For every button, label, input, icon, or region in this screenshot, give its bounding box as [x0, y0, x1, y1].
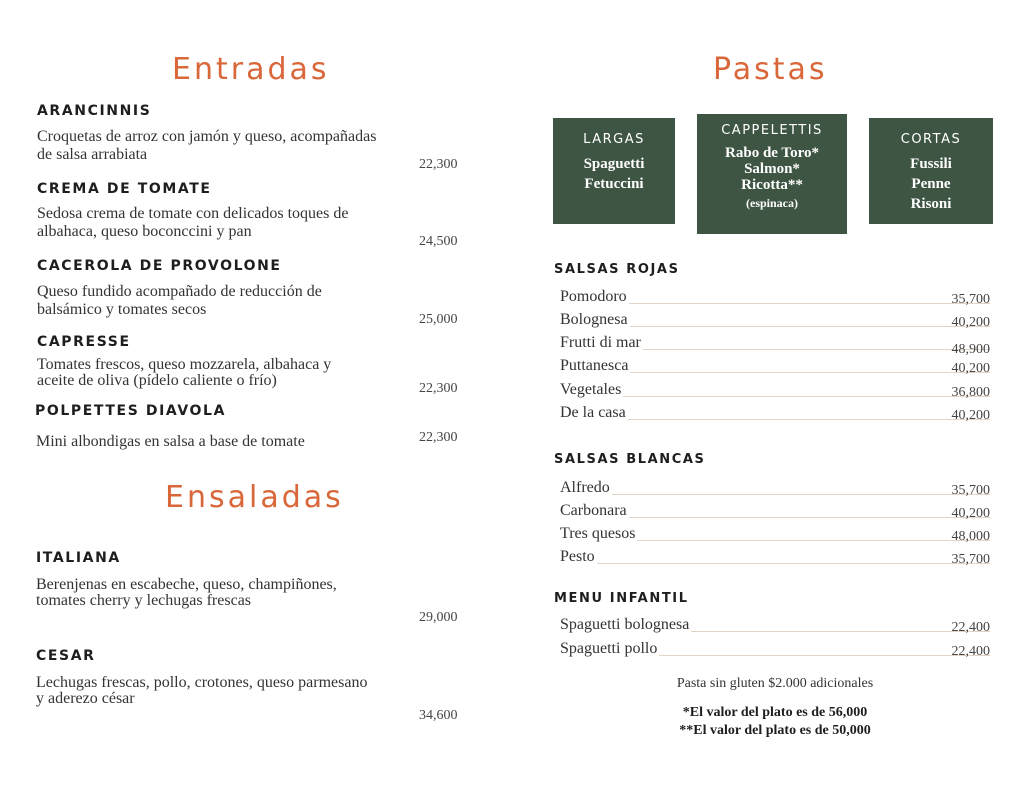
entrada-name-arancinnis: ARANCINNIS: [37, 103, 152, 119]
row-name: Frutti di mar: [560, 334, 641, 351]
pasta-type: Penne: [911, 176, 951, 192]
desc-line: Croquetas de arroz con jamón y queso, acompañadas: [37, 128, 377, 145]
desc-line: Sedosa crema de tomate con delicados toques de: [37, 205, 349, 222]
pastas-heading: Pastas: [713, 52, 828, 87]
row-name: Puttanesca: [560, 357, 629, 374]
row-name: Spaguetti pollo: [560, 640, 658, 657]
pasta-box-cappelettis: [697, 114, 847, 234]
pasta-type: Risoni: [910, 196, 952, 212]
pasta-type: Ricotta**: [741, 177, 803, 193]
menu-row: [560, 523, 990, 543]
menu-row: [560, 546, 990, 566]
desc-line: de salsa arrabiata: [37, 146, 148, 163]
row-price: 40,200: [951, 315, 990, 330]
pasta-type: Fussili: [910, 156, 952, 172]
pasta-type: Spaguetti: [583, 156, 645, 172]
ensalada-name-italiana: ITALIANA: [36, 550, 121, 566]
desc-line: tomates cherry y lechugas frescas: [36, 592, 252, 609]
row-name: Bolognesa: [560, 311, 628, 328]
desc-line: albahaca, queso boconccini y pan: [37, 223, 252, 240]
entrada-price-polpettes-diavola: 22,300: [419, 430, 458, 445]
menu-row: [560, 332, 990, 357]
desc-line: Tomates frescos, queso mozzarela, albahaca y: [37, 356, 332, 373]
desc-line: Queso fundido acompañado de reducción de: [37, 283, 322, 300]
entrada-desc-arancinnis: [37, 128, 417, 164]
entrada-desc-cacerola-de-provolone: [37, 283, 417, 319]
row-name: Tres quesos: [560, 525, 636, 542]
desc-line: y aderezo césar: [36, 690, 135, 707]
row-price: 35,700: [951, 483, 990, 498]
menu-row: [560, 402, 990, 422]
ensalada-price-italiana: 29,000: [419, 610, 458, 625]
entradas-heading: Entradas: [172, 52, 330, 87]
menu-row: [560, 379, 990, 399]
row-name: Pomodoro: [560, 288, 627, 305]
menu-row: [560, 500, 990, 520]
row-price: 40,200: [951, 361, 990, 376]
desc-line: aceite de oliva (pídelo caliente o frío): [37, 372, 277, 389]
pasta-box-title: CAPPELETTIS: [721, 123, 823, 138]
entrada-desc-crema-de-tomate: [37, 205, 417, 241]
menu-row: [560, 477, 990, 497]
row-name: Spaguetti bolognesa: [560, 616, 690, 633]
entrada-desc-capresse: [37, 357, 417, 389]
entrada-price-capresse: 22,300: [419, 381, 458, 396]
ensaladas-heading: Ensaladas: [165, 480, 344, 515]
entrada-price-crema-de-tomate: 24,500: [419, 234, 458, 249]
row-price: 22,400: [951, 620, 990, 635]
ensalada-name-cesar: CESAR: [36, 648, 96, 664]
ensalada-desc-italiana: [36, 577, 416, 609]
entrada-price-cacerola-de-provolone: 25,000: [419, 312, 458, 327]
pasta-box-title: LARGAS: [583, 132, 645, 147]
row-price: 48,000: [951, 529, 990, 544]
entrada-name-capresse: CAPRESSE: [37, 334, 131, 350]
entrada-name-cacerola-de-provolone: CACEROLA DE PROVOLONE: [37, 258, 282, 274]
entrada-name-polpettes-diavola: POLPETTES DIAVOLA: [35, 403, 227, 419]
ensalada-desc-cesar: [36, 675, 426, 707]
footnote-single-star: *El valor del plato es de 56,000: [682, 705, 868, 720]
footnote-double-star: **El valor del plato es de 50,000: [679, 723, 871, 738]
row-price: 40,200: [951, 408, 990, 423]
pasta-box-title: CORTAS: [900, 132, 962, 147]
row-name: De la casa: [560, 404, 626, 421]
menu-row: [560, 355, 990, 375]
menu-row: [560, 286, 990, 306]
row-price: 22,400: [951, 644, 990, 659]
desc-line: balsámico y tomates secos: [37, 301, 207, 318]
row-price: 35,700: [951, 552, 990, 567]
pasta-type: Rabo de Toro*: [725, 145, 819, 161]
row-price: 48,900: [951, 342, 990, 357]
menu-row: [560, 638, 990, 658]
pasta-type: Salmon*: [744, 161, 800, 177]
row-name: Pesto: [560, 548, 595, 565]
pasta-type: Fetuccini: [584, 176, 644, 192]
menu-infantil-heading: MENU INFANTIL: [554, 591, 689, 606]
row-price: 35,700: [951, 292, 990, 307]
pasta-box-cortas: [869, 118, 993, 224]
salsas-rojas-heading: SALSAS ROJAS: [554, 262, 680, 277]
salsas-blancas-heading: SALSAS BLANCAS: [554, 452, 706, 467]
gluten-note: Pasta sin gluten $2.000 adicionales: [676, 676, 874, 691]
row-name: Alfredo: [560, 479, 610, 496]
row-name: Vegetales: [560, 381, 622, 398]
entrada-price-arancinnis: 22,300: [419, 157, 458, 172]
desc-line: Berenjenas en escabeche, queso, champiñones,: [36, 576, 337, 593]
row-price: 36,800: [951, 385, 990, 400]
menu-row: [560, 614, 990, 634]
pasta-box-note: (espinaca): [746, 196, 798, 210]
row-price: 40,200: [951, 506, 990, 521]
entrada-desc-polpettes-diavola: Mini albondigas en salsa a base de tomate: [36, 433, 305, 450]
row-name: Carbonara: [560, 502, 627, 519]
ensalada-price-cesar: 34,600: [419, 708, 458, 723]
entrada-name-crema-de-tomate: CREMA DE TOMATE: [37, 181, 212, 197]
desc-line: Lechugas frescas, pollo, crotones, queso parmesano: [36, 674, 368, 691]
pasta-box-largas: [553, 118, 675, 224]
menu-row: [560, 309, 990, 329]
